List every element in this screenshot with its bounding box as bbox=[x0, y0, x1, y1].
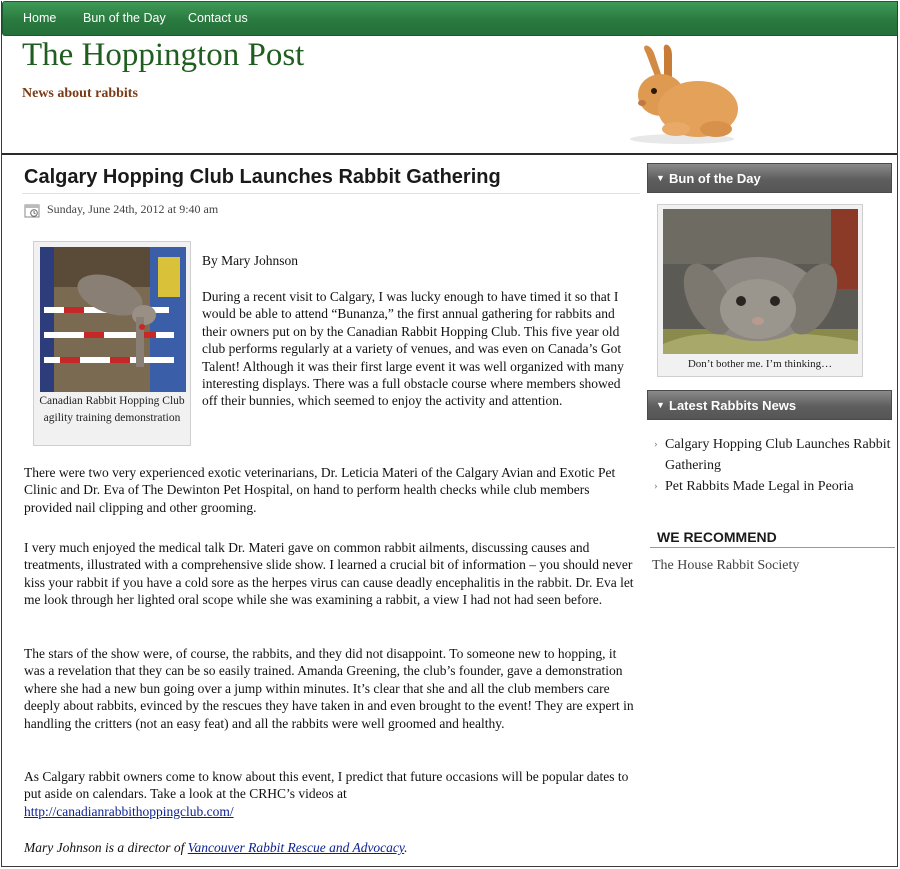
recommend-link[interactable]: The House Rabbit Society bbox=[652, 558, 800, 573]
article-paragraph bbox=[24, 768, 636, 820]
widget-title: Latest Rabbits News bbox=[669, 398, 797, 413]
figure-caption: Canadian Rabbit Hopping Club agility training demonstration bbox=[39, 395, 185, 424]
nav-bun-of-the-day[interactable]: Bun of the Day bbox=[83, 11, 166, 25]
list-item[interactable] bbox=[654, 434, 894, 476]
widget-title: Bun of the Day bbox=[669, 171, 761, 186]
triangle-down-icon: ▼ bbox=[656, 173, 665, 183]
author-note bbox=[24, 839, 636, 856]
article-date: Sunday, June 24th, 2012 at 9:40 am bbox=[47, 202, 219, 216]
news-link[interactable]: Pet Rabbits Made Legal in Peoria bbox=[665, 479, 854, 494]
article-byline: By Mary Johnson bbox=[202, 253, 299, 268]
article-paragraph: I very much enjoyed the medical talk Dr. Materi gave on common rabbit ailments, discussing causes and treatments, illustrated with a comprehensive slide show. I learned a crucial bit of information – you should never kiss your rabbit if you have a cold sore as the herpes virus can cause deadly encephalitis in the rabbit. Dr. Eva let me look through her lighted oral scope while she was examining a rabbit, a view I had not had seen before. bbox=[24, 540, 634, 608]
top-nav bbox=[2, 1, 898, 36]
bullet-icon: › bbox=[654, 438, 658, 450]
latest-news-header bbox=[647, 390, 892, 420]
article-paragraph: The stars of the show were, of course, the rabbits, and they did not disappoint. To someone new to hopping, it was a revelation that they can be so easily trained. Amanda Greening, the club’s founder, gave a demonstration where she had a new bun going over a jump within minutes. It’s clear that she and all the club members care deeply about rabbits, evinced by the rescues they have taken in and even brought to the event! They are expert in handling the critters (not an easy feat) and all the rabbits were well groomed and healthy. bbox=[24, 646, 634, 731]
calendar-icon bbox=[24, 202, 40, 218]
recommend-divider bbox=[650, 547, 895, 548]
recommend-heading: WE RECOMMEND bbox=[657, 529, 777, 545]
site-title[interactable]: The Hoppington Post bbox=[22, 37, 305, 73]
latest-news-list bbox=[654, 434, 894, 497]
nav-contact-us[interactable]: Contact us bbox=[188, 11, 248, 25]
list-item[interactable] bbox=[654, 476, 894, 497]
bun-caption: Don’t bother me. I’m thinking… bbox=[687, 358, 833, 370]
article-paragraph: During a recent visit to Calgary, I was lucky enough to have timed it so that I would be able to attend “Bunanza,” the first annual gathering for rabbits and their owners put on by the Canadian Rabbit Hopping Club. This five year old club performs regularly at a variety of venues, and was even on Canada’s Got Talent! Although it was their first large event it was well organized with many interesting displays. There was a full obstacle course where members showed off their bunnies, which seemed to enjoy the activity and attention. bbox=[202, 289, 624, 409]
site-tagline: News about rabbits bbox=[22, 86, 138, 101]
triangle-down-icon: ▼ bbox=[656, 400, 665, 410]
page bbox=[1, 1, 898, 867]
hopping-photo-image bbox=[40, 247, 186, 392]
author-note-text: Mary Johnson is a director of bbox=[24, 840, 185, 855]
title-divider bbox=[22, 193, 640, 194]
bun-of-the-day-header bbox=[647, 163, 892, 193]
bullet-icon: › bbox=[654, 480, 658, 492]
article-paragraph: There were two very experienced exotic veterinarians, Dr. Leticia Materi of the Calgary Avian and Exotic Pet Clinic and Dr. Eva of The Dewinton Pet Hospital, on hand to perform health checks while club members provided nail clipping and other grooming. bbox=[24, 465, 616, 515]
p5-text: As Calgary rabbit owners come to know about this event, I predict that future occasions will be popular dates to put aside on calendars. Take a look at the CRHC’s videos at bbox=[24, 769, 629, 802]
club-website-link[interactable]: http://canadianrabbithoppingclub.com/ bbox=[24, 803, 234, 819]
bun-of-the-day-widget bbox=[657, 204, 863, 377]
article-title[interactable]: Calgary Hopping Club Launches Rabbit Gathering bbox=[24, 166, 501, 188]
rescue-org-link[interactable]: Vancouver Rabbit Rescue and Advocacy bbox=[187, 840, 405, 855]
nav-home[interactable]: Home bbox=[23, 11, 57, 25]
header-divider bbox=[2, 153, 898, 155]
rabbit-logo-image bbox=[616, 43, 746, 145]
news-link[interactable]: Calgary Hopping Club Launches Rabbit Gathering bbox=[665, 437, 891, 473]
bun-photo-image[interactable] bbox=[663, 209, 858, 354]
author-note-end: . bbox=[404, 840, 408, 855]
article-figure bbox=[33, 241, 191, 446]
